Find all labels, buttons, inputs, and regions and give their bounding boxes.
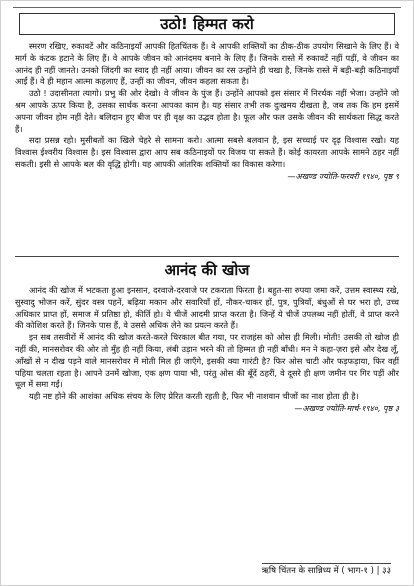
section-divider bbox=[15, 256, 399, 257]
section-title: आनंद की खोज bbox=[164, 261, 250, 279]
paragraph: इन सब तसवीरों में आनंद की खोज करते-करते चिरकाल बीत गया, पर राजहंस को ओस ही मिली। मोती! उसकी तो खोज ही नहीं की, मानसरोवर की ओर तो मुँह ही नहीं किया, लंबी उड़ान भरने की तो हिम्मत ही नहीं बाँधी। मन ने कहा-ज़रा इसे और देख लूँ, आँखों से न दीख पड़ने वाले मानसरोवर में मोती मिल ही जाएँगे, इसकी क्या गारंटी है? फिर ओस चाटी और फड़फड़ाया, फिर वहीं पहिया चलता रहता है। आपने उनमें खोजा, एक क्षण पाया भी, परंतु ओस की बूँदें ठहरीं, वे दूसरे ही क्षण जमीन पर गिर पड़ीं और धूल में समा गईं। bbox=[15, 332, 399, 390]
paragraph: आनंद की खोज में भटकता हुआ इनसान, दरवाजे-दरवाजे पर टकराता फिरता है। बहुत-सा रुपया जमा करें, उत्तम स्वास्थ्य रखे, सुस्वादु भोजन करें, सुंदर वस्त्र पहनें, बढ़िया मकान और सवारियाँ हों, नौकर-चाकर हों, पुत्र, पुत्रियाँ, बंधुओं से घर भरा हो, उच्च अधिकार प्राप्त हों, समाज में प्रतिष्ठा हो, कीर्ति हो। ये चीजें आदमी प्राप्त करता है। जिन्हें ये चीजें उपलब्ध नहीं होतीं, वे प्राप्त करने की कोशिश करते हैं। जिनके पास हैं, वे उससे अधिक लेने का प्रयत्न करते हैं। bbox=[15, 285, 399, 331]
paragraph: उठो ! उदासीनता त्यागो। प्रभु की ओर देखो। वे जीवन के पुंज हैं। उन्होंने आपको इस संसार में निरर्थक नहीं भेजा। उन्होंने जो श्रम आपके ऊपर किया है, उसका सार्थक करना आपका काम है। यह संसार तभी तक दुःखमय दीखता है, जब तक कि हम इसमें अपना जीवन होम नहीं देते। बलिदान हुए बीज पर ही वृक्ष का उद्भव होता है। फूल और फल उसके जीवन की सार्थकता सिद्ध करते हैं। bbox=[15, 88, 399, 134]
section-uttho bbox=[15, 13, 399, 182]
paragraph: स्मरण रखिए, रुकावटें और कठिनाइयाँ आपकी हितचिंतक हैं। वे आपकी शक्तियों का ठीक-ठीक उपयोग सिखाने के लिए हैं। वे मार्ग के कंटक हटाने के लिए हैं। वे आपके जीवन को आनंदमय बनाने के लिए हैं। जिनके रास्ते में रुकावटें नहीं पड़ीं, वे जीवन का आनंद ही नहीं जानते। उनको जिंदगी का स्वाद ही नहीं आया। जीवन का रस उन्होंने ही चखा है, जिनके रास्ते में बड़ी-बड़ी कठिनाइयाँ आईं हैं। वे ही महान आत्मा कहलाए हैं, उन्हीं का जीवन, जीवन कहला सकता है। bbox=[15, 41, 399, 87]
top-border bbox=[13, 7, 401, 8]
title-box bbox=[19, 13, 395, 35]
paragraph: यही नष्ट होने की आशंका अधिक संचय के लिए प्रेरित करती रहती है, फिर भी नाशवान चीजों का नाश होता ही है। bbox=[29, 391, 359, 402]
section-anand bbox=[15, 261, 399, 414]
footer-text: ऋषि चिंतन के सान्निध्य में ( भाग-१ ) | ३३ bbox=[262, 563, 391, 577]
section-title: उठो! हिम्मत करो bbox=[160, 15, 254, 33]
citation: —अखण्ड ज्योति-फरवरी १९४०, पृष्ठ ९ bbox=[287, 171, 399, 181]
paragraph: सदा प्रसन्न रहो। मुसीबतों का खिले चेहरे से सामना करो। आत्मा सबसे बलवान है, इस सच्चाई पर दृढ़ विश्वास रखो। यह विश्वास ईश्वरीय विश्वास है। इस विश्वास द्वारा आप सब कठिनाइयों पर विजय पा सकते हैं। कोई कायरता आपके सामने ठहर नहीं सकती। इसी से आपके बल की वृद्धि होगी। यह आपकी आंतरिक शक्तियों का विकास करेगा। bbox=[15, 135, 399, 169]
citation: —अखण्ड ज्योति-मार्च-१९४०, पृष्ठ ३ bbox=[294, 403, 399, 413]
page-footer bbox=[262, 563, 391, 577]
